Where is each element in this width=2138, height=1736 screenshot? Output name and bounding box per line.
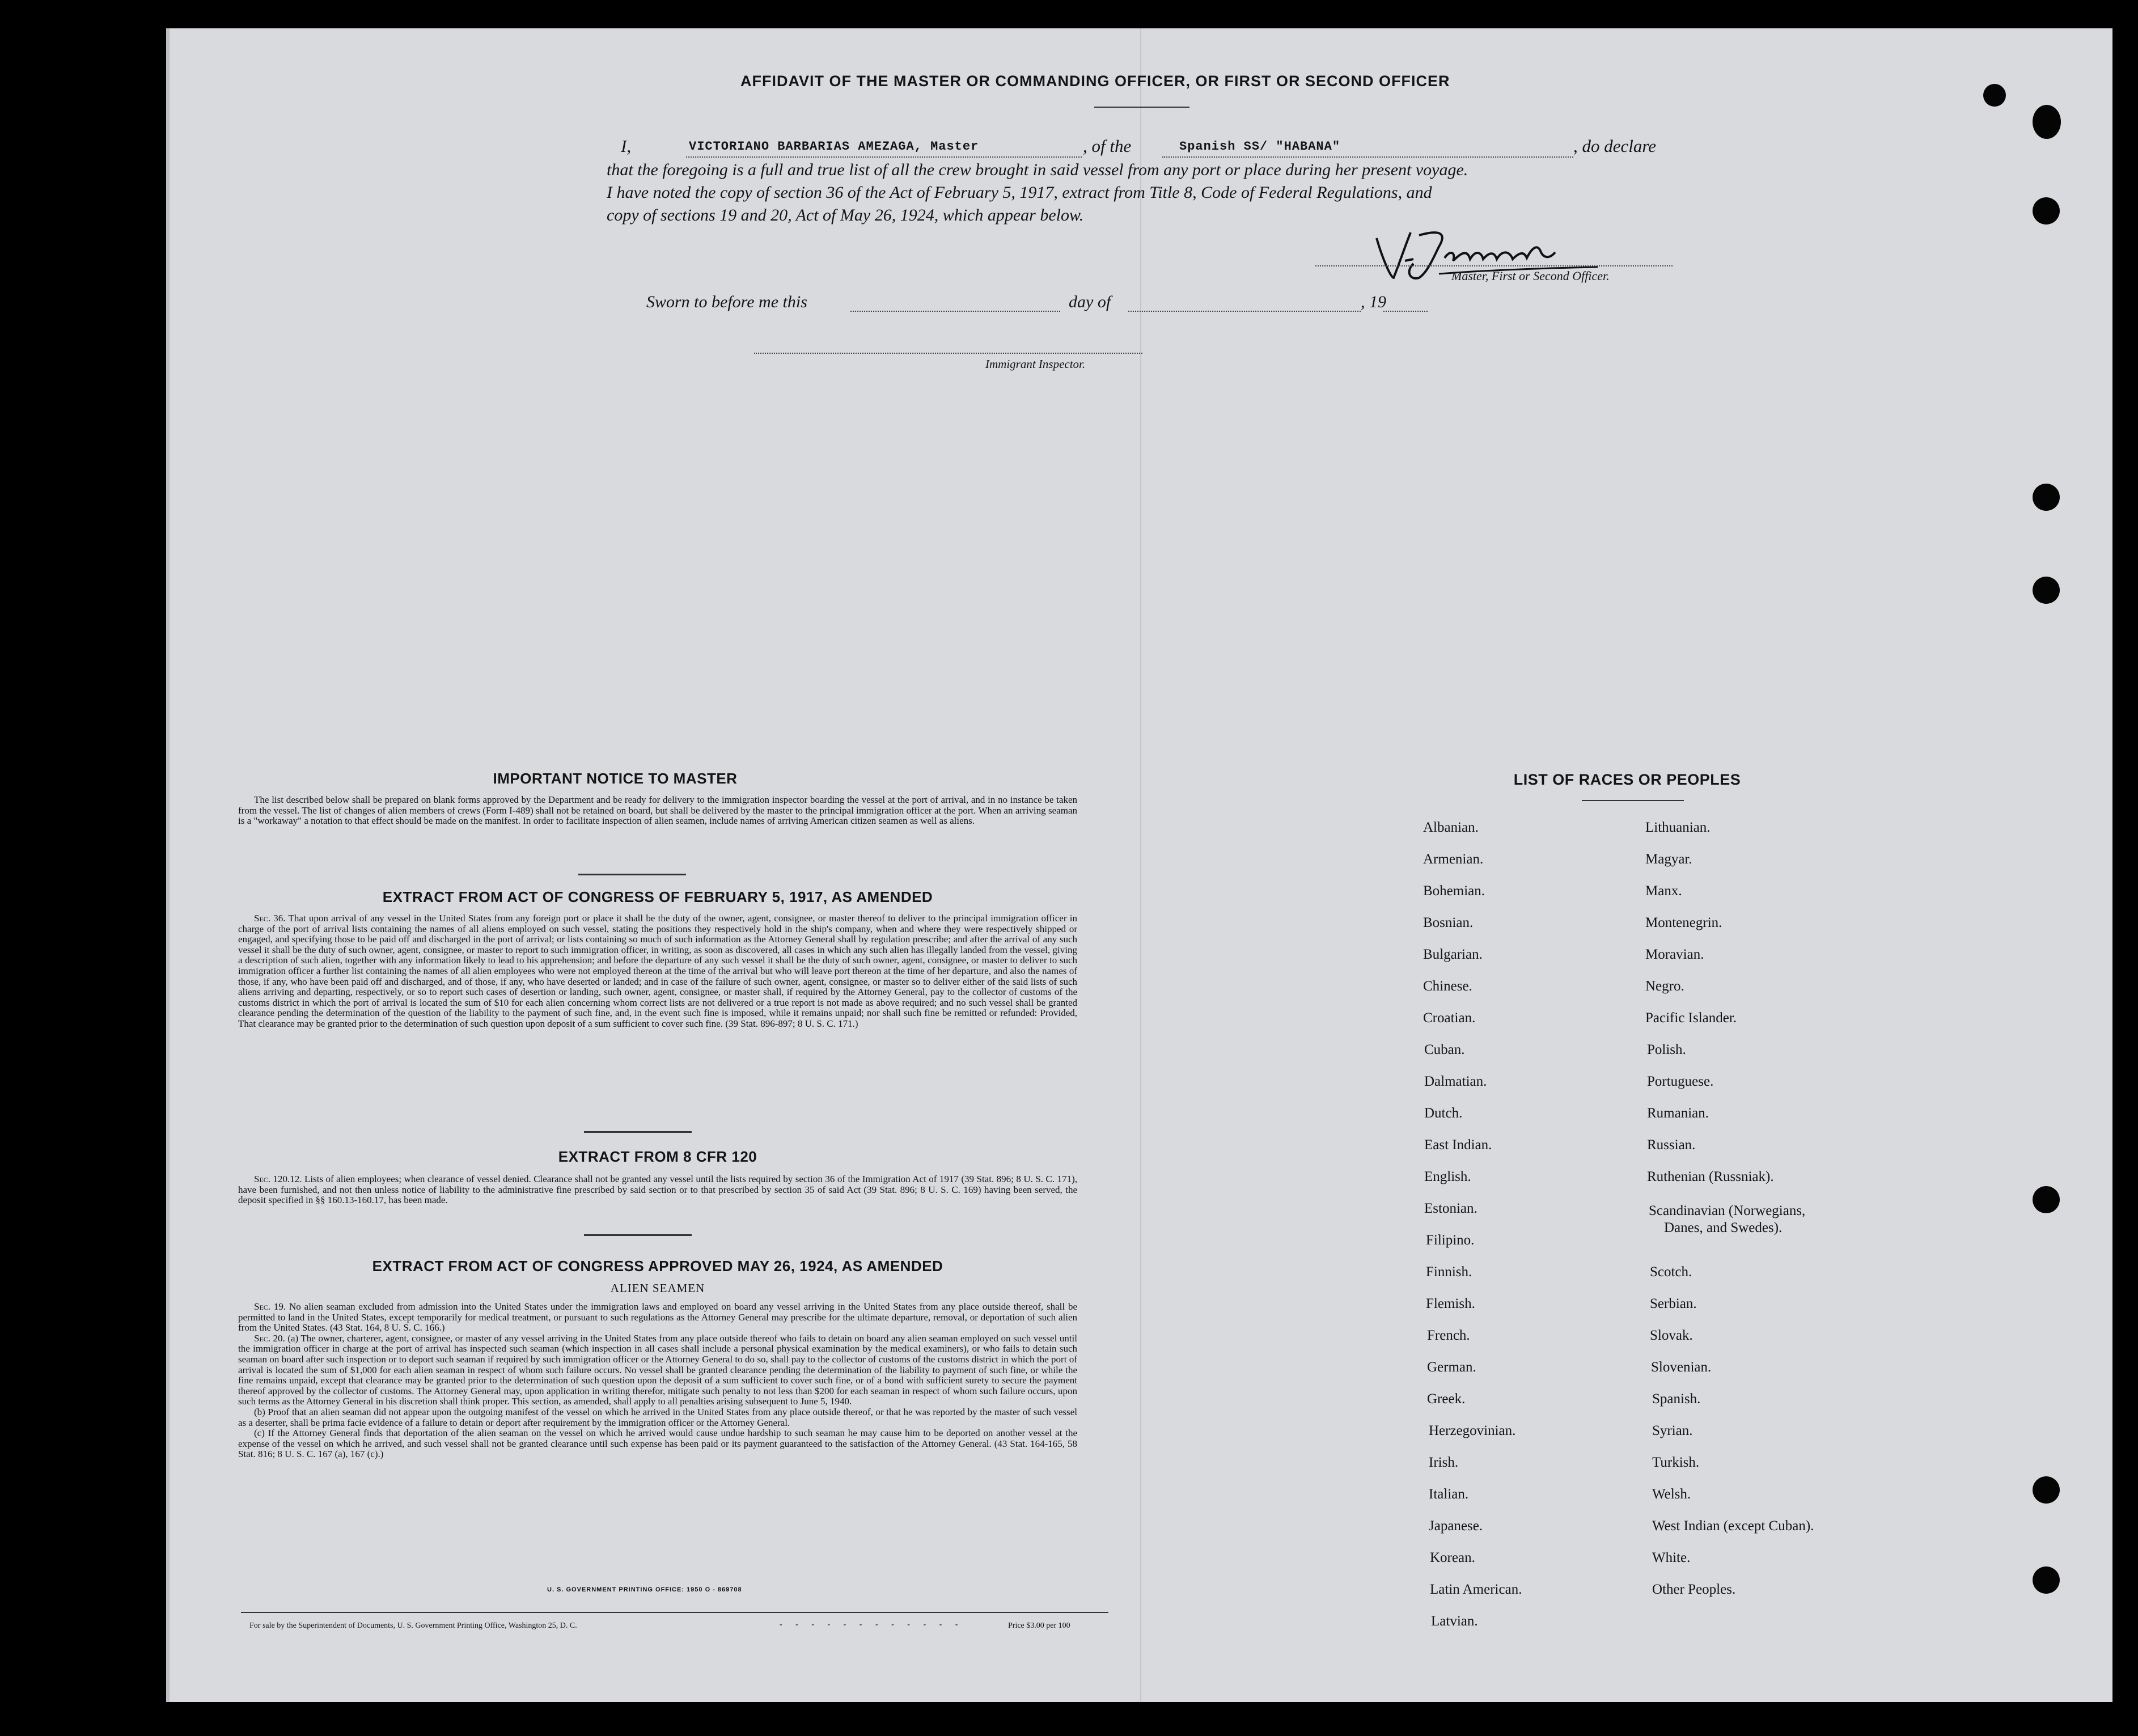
race-item: Magyar. [1645,852,1692,867]
page-fold [1140,28,1141,1702]
race-item: Negro. [1645,979,1684,994]
race-item: East Indian. [1424,1137,1492,1153]
printing-office-line: U. S. GOVERNMENT PRINTING OFFICE: 1950 O - 869708 [547,1586,742,1593]
race-item: Lithuanian. [1645,820,1711,835]
affidavit-line2: that the foregoing is a full and true list of all the crew brought in said vessel from any port or place during her present voyage. [607,160,1468,179]
race-item: Other Peoples. [1652,1582,1736,1597]
race-item: Manx. [1645,883,1682,899]
race-item: Estonian. [1424,1201,1477,1216]
race-item: French. [1427,1328,1470,1343]
races-title-divider [1582,800,1684,801]
race-item: Spanish. [1652,1391,1701,1407]
race-item: White. [1652,1550,1691,1565]
section-divider [584,1131,692,1133]
race-item: Bulgarian. [1423,947,1483,962]
affidavit-line4: copy of sections 19 and 20, Act of May 26, 1924, which appear below. [607,206,1084,225]
punch-hole [2033,197,2060,225]
race-item: Greek. [1427,1391,1466,1407]
affidavit-line1-prefix: I, [621,136,632,156]
affidavit-title: AFFIDAVIT OF THE MASTER OR COMMANDING OFFICER, OR FIRST OR SECOND OFFICER [740,73,1450,90]
race-item: Latin American. [1430,1582,1522,1597]
signature-caption: Master, First or Second Officer. [1451,269,1610,283]
section-divider [584,1234,692,1236]
sec-36-label: Sec. 36. [254,913,286,924]
sec-20a-text: (a) The owner, charterer, agent, consignee, or master of any vessel arriving in the United States from any place outside thereof who fails to detain on board any alien seaman employed on such vessel until the immigration officer in charge at the port of arrival has inspected such seaman (which inspection in all cases shall include a personal physical examination by the medical examiners), or who fails to detain such seaman on board after such inspection or to deport such seaman if required by such immigration officer or the Attorney General to do so, shall pay to the collector of customs of the customs district in which the port of arrival is located the sum of $1,000 for each alien seaman in respect of whom such failure occurs. No vessel shall be granted clearance pending the determination of the liability to payment of such fine, or while the fine remains unpaid, except that clearance may be granted prior to the determination of such question upon the deposit of a sum sufficient to cover such fine, or of a bond with sufficient surety to secure the payment thereof approved by the collector of customs. The Attorney General may, upon application in writing therefor, mitigate such penalty to not less than $200 for each seaman in respect of whom such failure occurs, upon such terms as the Attorney General in his discretion shall think proper. This section, as amended, shall apply to all penalties arising subsequent to June 5, 1940. [238,1332,1078,1407]
punch-hole [2033,484,2060,511]
extract-1924-body [238,1302,1077,1460]
race-item: Slovak. [1650,1328,1693,1343]
notice-title: IMPORTANT NOTICE TO MASTER [493,770,738,787]
race-item: English. [1424,1169,1471,1184]
race-item: Pacific Islander. [1645,1010,1737,1026]
declarant-name: VICTORIANO BARBARIAS AMEZAGA, Master [689,139,979,154]
sec-20c-text: (c) If the Attorney General finds that deportation of the alien seaman on the vessel on which he arrived would cause undue hardship to such seaman he may cause him to be deported on another vessel at the expense of the vessel on which he arrived, and such vessel shall not be granted clearance until such expense has been paid or its payment guaranteed to the satisfaction of the Attorney General. (43 Stat. 164-165, 58 Stat. 816; 8 U. S. C. 167 (a), 167 (c).) [238,1428,1077,1460]
extract-1917-title: EXTRACT FROM ACT OF CONGRESS OF FEBRUARY 5, 1917, AS AMENDED [382,888,933,905]
race-item: Portuguese. [1647,1074,1714,1089]
sec-120-label: Sec. 120.12. [254,1174,302,1184]
year-prefix: , 19 [1361,293,1386,311]
race-item: Montenegrin. [1645,915,1722,930]
race-item: Flemish. [1426,1296,1475,1311]
race-item: Serbian. [1650,1296,1697,1311]
race-item: Scotch. [1650,1264,1692,1280]
sec-19-label: Sec. 19. [254,1301,286,1312]
race-item: Korean. [1430,1550,1475,1565]
sworn-month-line [1128,311,1361,312]
sec-120-text: Lists of alien employees; when clearance of vessel denied. Clearance shall not be granted any vessel until the lists required by section 36 of the Immigration Act of 1917 (39 Stat. 896; 8 U. S. C. 171), have been furnished, and not then unless notice of liability to the administrative fine prescribed by said section or to that prescribed by section 35 of said Act (39 Stat. 896; 8 U. S. C. 169) having been served, the deposit specified in §§ 160.13-160.17, has been made. [238,1174,1077,1206]
race-item: Albanian. [1423,820,1479,835]
punch-hole [2033,1476,2060,1504]
race-item: Dalmatian. [1424,1074,1487,1089]
section-divider [578,874,686,875]
race-item: Bosnian. [1423,915,1474,930]
notice-text [238,795,1077,827]
race-item: Irish. [1429,1455,1459,1470]
race-item: German. [1427,1360,1476,1375]
sworn-year-line [1383,311,1428,312]
race-item: Dutch. [1424,1106,1463,1121]
sec-19-text: No alien seaman excluded from admission into the United States under the immigration laws and employed on board any vessel arriving in the United States from any place outside thereof, shall be permitted to land in the United States, except temporarily for medical treatment, or pursuant to such regulations as the Attorney General may prescribe for the ultimate departure, removal, or deportation of such alien from the United States. (43 Stat. 164, 8 U. S. C. 166.) [238,1301,1077,1333]
footer-rule [241,1612,1108,1613]
race-item: Ruthenian (Russniak). [1647,1169,1774,1184]
affidavit-line3: I have noted the copy of section 36 of the Act of February 5, 1917, extract from Title 8, Code of Federal Regulations, and [607,183,1432,202]
punch-hole [2033,577,2060,604]
signature-line [1315,265,1673,266]
race-item: Welsh. [1652,1487,1691,1502]
race-item: West Indian (except Cuban). [1652,1518,1814,1534]
race-item: Croatian. [1423,1010,1476,1026]
race-item: Syrian. [1652,1423,1693,1438]
page-edge [166,28,170,1702]
race-item: Italian. [1429,1487,1469,1502]
punch-hole [1983,84,2006,107]
race-item: Cuban. [1424,1042,1465,1057]
extract-1917-body [238,913,1077,1030]
vessel-line [1162,156,1573,158]
race-item: Herzegovinian. [1429,1423,1516,1438]
sworn-day-line [850,311,1060,312]
notice-paragraph: The list described below shall be prepared on blank forms approved by the Department and be ready for delivery to the immigration inspector boarding the vessel at the port of arrival, and in no instance be taken from the vessel. The list of changes of alien members of crews (Form I-489) shall not be retained on board, but shall be delivered by the master to the principal immigration officer at the port. When an arriving seaman is a "workaway" a notation to that effect should be made on the manifest. In order to facilitate inspection of alien seamen, include names of arriving American citizen seamen as well as aliens. [238,794,1077,827]
race-item: Polish. [1647,1042,1686,1057]
sec-20b-text: (b) Proof that an alien seaman did not appear upon the outgoing manifest of the vessel on which he arrived in the United States from any place outside thereof, or that he was reported by the master of such vessel as a deserter, shall be prima facie evidence of a failure to detain or deport after requirement by the immigration officer or the Attorney General. [238,1406,1077,1428]
race-item: Turkish. [1652,1455,1700,1470]
sec-36-text: That upon arrival of any vessel in the United States from any foreign port or place it shall be the duty of the owner, agent, consignee, or master thereof to deliver to the principal immigration officer in charge of the port of arrival lists containing the names of all aliens employed on such vessel, stating the positions they respectively hold in the ship's company, when and where they were respectively shipped or engaged, and specifying those to be paid off and discharged in the port of arrival; or lists containing so much of such information as the Attorney General shall by regulation prescribe; and after the arrival of any such vessel it shall be the duty of such owner, agent, consignee, or master to report to such immigration officer, in writing, as soon as discovered, all cases in which any such alien has illegally landed from the vessel, giving a description of such alien, together with any information likely to lead to his apprehension; and before the departure of any such vessel it shall be the duty of such owner, agent, consignee, or master to deliver to such immigration officer a further list containing the names of all alien employees who were not employed thereon at the time of the arrival but who will leave port thereon at the time of her departure, and also the names of those, if any, who have been paid off and discharged, and of those, if any, who have deserted or landed; and in case of the failure of such owner, agent, consignee, or master so to deliver either of the said lists of such aliens arriving and departing, respectively, or so to report such cases of desertion or landing, such owner, agent, consignee, or master shall, if required by the Attorney General, pay to the collector of customs of the customs district in which the port of arrival is located the sum of $10 for each alien concerning whom correct lists are not delivered or a true report is not made as above required; and no such vessel shall be granted clearance pending the determination of the question of the liability to the payment of such fine, and, in the event such fine is imposed, while it remains unpaid; nor shall such fine be remitted or refunded: Provided, That clearance may be granted prior to the determination of such question upon deposit of a sum sufficient to cover such fine. (39 Stat. 896-897; 8 U. S. C. 171.) [238,913,1077,1029]
footer-sale-notice: For sale by the Superintendent of Documents, U. S. Government Printing Office, Washington 25, D. C. [249,1621,577,1630]
races-title: LIST OF RACES OR PEOPLES [1513,771,1741,788]
punch-hole [2033,1566,2060,1594]
inspector-line [754,353,1142,354]
race-item: Russian. [1647,1137,1696,1153]
race-item: Scandinavian (Norwegians, [1649,1203,1806,1218]
vessel-name: Spanish SS/ "HABANA" [1179,139,1341,154]
declarant-line [686,156,1082,158]
sec-20-label: Sec. 20. [254,1332,285,1344]
day-of-label: day of [1069,293,1111,311]
extract-1924-title: EXTRACT FROM ACT OF CONGRESS APPROVED MAY 26, 1924, AS AMENDED [372,1257,943,1275]
punch-hole [2033,105,2061,139]
race-item: Filipino. [1426,1233,1475,1248]
do-declare-label: , do declare [1573,136,1657,156]
extract-cfr-body [238,1174,1077,1206]
of-the-label: , of the [1083,136,1132,156]
race-item: Chinese. [1423,979,1472,994]
punch-hole [2033,1186,2060,1213]
race-item: Japanese. [1429,1518,1483,1534]
race-item: Latvian. [1431,1614,1478,1629]
race-item: Finnish. [1426,1264,1472,1280]
race-item: Rumanian. [1647,1106,1709,1121]
inspector-caption: Immigrant Inspector. [985,357,1086,371]
alien-seamen-subtitle: ALIEN SEAMEN [610,1281,705,1295]
race-item: Moravian. [1645,947,1704,962]
race-item: Bohemian. [1423,883,1485,899]
footer-price: Price $3.00 per 100 [1008,1621,1070,1630]
race-item: Danes, and Swedes). [1664,1220,1783,1235]
extract-cfr-title: EXTRACT FROM 8 CFR 120 [558,1148,757,1165]
race-item: Armenian. [1423,852,1484,867]
race-item: Slovenian. [1651,1360,1712,1375]
sworn-prefix: Sworn to before me this [646,293,807,311]
footer-dashes: - - - - - - - - - - - - [780,1620,964,1629]
title-divider [1094,107,1189,108]
